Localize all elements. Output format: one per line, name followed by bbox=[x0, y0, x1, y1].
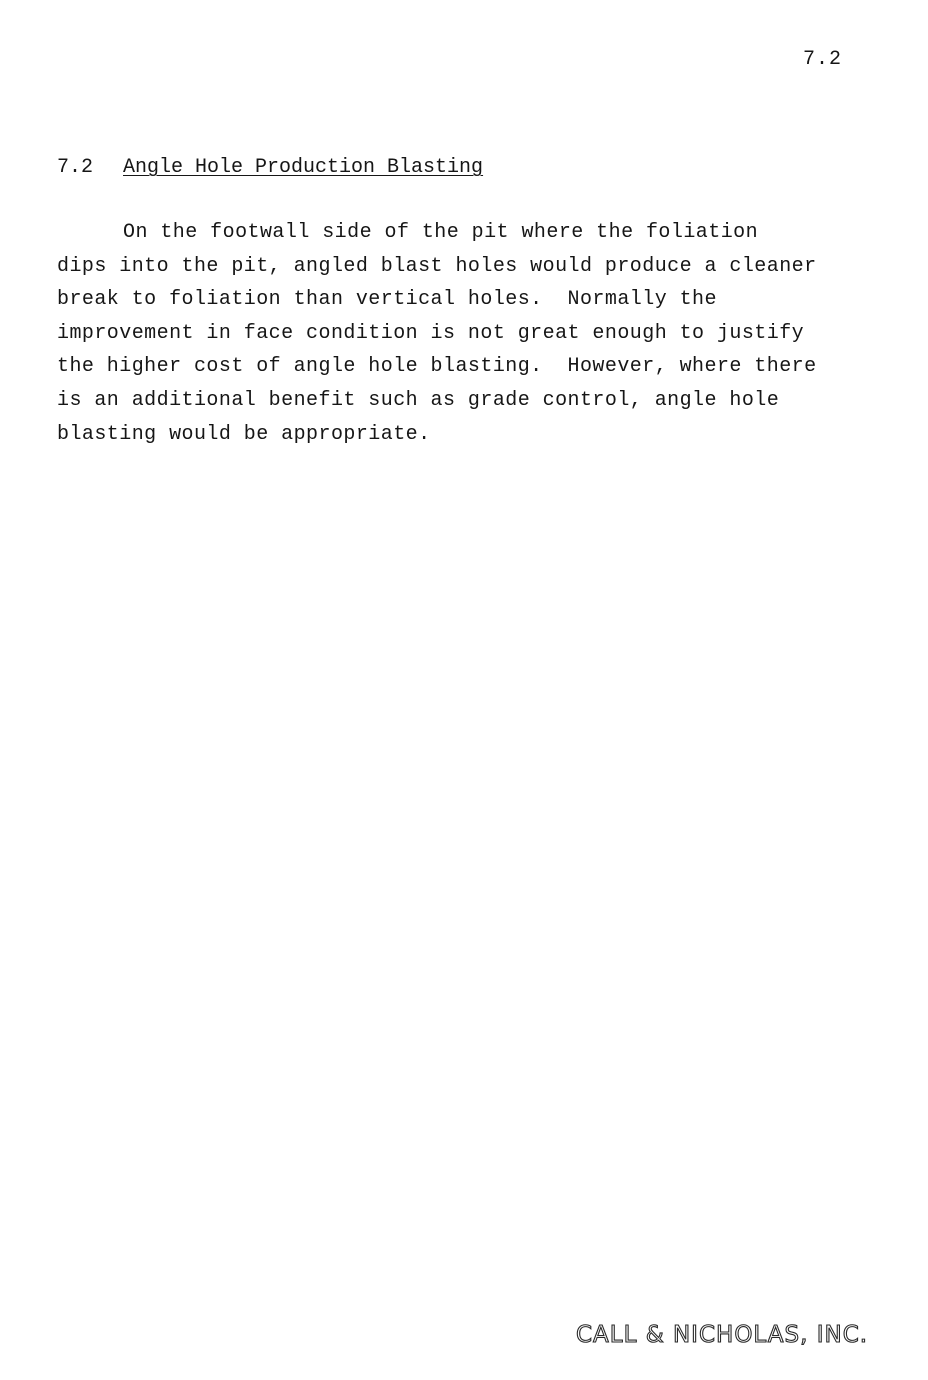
page-number: 7.2 bbox=[803, 48, 843, 71]
paragraph-line: is an additional benefit such as grade control, angle hole bbox=[57, 388, 780, 412]
paragraph-line: dips into the pit, angled blast holes would produce a cleaner bbox=[57, 254, 817, 278]
section-title: Angle Hole Production Blasting bbox=[123, 156, 484, 179]
section-number: 7.2 bbox=[57, 156, 94, 179]
body-paragraph bbox=[57, 216, 877, 451]
paragraph-line: On the footwall side of the pit where the foliation bbox=[123, 221, 759, 244]
paragraph-line: improvement in face condition is not great enough to justify bbox=[57, 321, 805, 345]
section-heading bbox=[57, 155, 483, 181]
paragraph-line: blasting would be appropriate. bbox=[57, 422, 431, 446]
paragraph-line: the higher cost of angle hole blasting. However, where there bbox=[57, 355, 817, 379]
paragraph-line: break to foliation than vertical holes. Normally the bbox=[57, 288, 717, 312]
company-logo: CALL & NICHOLAS, INC. bbox=[576, 1322, 869, 1348]
